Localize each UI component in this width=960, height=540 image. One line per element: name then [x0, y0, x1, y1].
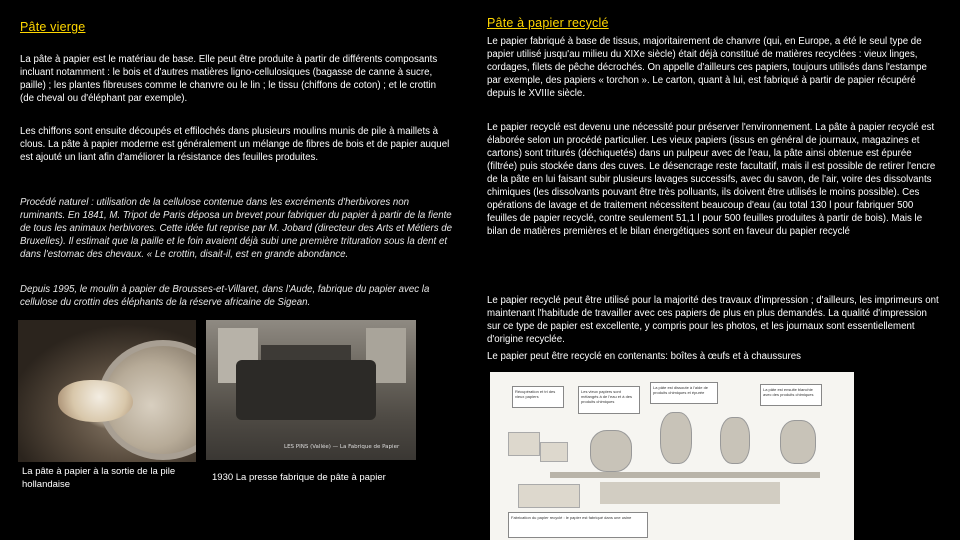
diagram-label-bleach: La pâte est ensuite blanchie avec des produits chimiques	[760, 384, 822, 406]
left-para-2: Les chiffons sont ensuite découpés et effilochés dans plusieurs moulins munis de pile à maillets à clous. La pâte à papier moderne est généralement un mélange de fibres de bois et de papier auquel est ajouté un liant afin d'améliorer la résistance des feuilles produites.	[20, 126, 450, 163]
recycling-diagram	[490, 372, 854, 540]
pulp-photo	[18, 320, 196, 462]
pulper-tank-shape	[590, 430, 632, 472]
right-para-1: Le papier fabriqué à base de tissus, majoritairement de chanvre (qui, en Europe, a été le seul type de papier utilisé jusqu'au milieu du XIXe siècle) était déjà constitué de matières recyclées : vieux linges, cordages, filets de pêche décrochés. On appelle d'ailleurs ces papiers, toujours utilisés dans l'estampe par exemple, des papiers « torchon ». Le carton, quant à lui, est fabriqué à partir de papier récupéré depuis le XVIIIe siècle.	[487, 36, 927, 99]
right-para-3: Le papier recyclé peut être utilisé pour la majorité des travaux d'impression ; d'ailleurs, les imprimeurs ont maintenant l'habitude de travailler avec ces papiers de plus en plus demandés. La qualité d'impression sur ce type de papier est excellente, y compris pour les photos, et les journaux sont essentiellement d'origine recyclée.	[487, 295, 939, 345]
hand-with-pulp-shape	[58, 380, 133, 422]
left-italic-2: Depuis 1995, le moulin à papier de Brousses-et-Villaret, dans l'Aude, fabrique du papier avec la cellulose du crottin des éléphants de la réserve africaine de Sigean.	[20, 284, 430, 308]
right-para-4: Le papier peut être recyclé en contenants: boîtes à œufs et à chaussures	[487, 351, 801, 362]
left-title: Pâte vierge	[20, 20, 86, 34]
caption-press: 1930 La presse fabrique de pâte à papier	[212, 472, 386, 483]
paper-bale-shape	[508, 432, 540, 456]
paper-bale-shape	[540, 442, 568, 462]
right-para-2: Le papier recyclé est devenu une nécessité pour préserver l'environnement. La pâte à papier recyclé est élaborée selon un procédé particulier. Les vieux papiers (issus en général de journaux, magazines et cartons) sont triturés (déchiquetés) dans un pulpeur avec de l'eau, la pâte ainsi obtenue est épurée (filtrée) puis stockée dans des cuves. Le désencrage reste facultatif, mais il est possible de retirer l'encre de la pâte en lui faisant subir plusieurs lavages successifs, avec du savon, de l'air, voire des dissolvants chimiques (les dissolvants pouvant être très polluants, ils doivent être utilisés le moins possible). Ces opérations de lavage et de traitement nécessitent beaucoup d'eau (au total 130 l pour fabriquer 500 feuilles de papier recyclé, contre seulement 51,1 l pour 500 feuilles produites à partir de bois). Mais le bilan de matières premières et le bilan énergétiques sont en faveur du papier recyclé	[487, 122, 936, 237]
left-italic-1: Procédé naturel : utilisation de la cellulose contenue dans les excréments d'herbivores non ruminants. En 1841, M. Tripot de Paris déposa un brevet pour fabriquer du papier à partir de la fiente de tous les animaux herbivores. Cette idée fut reprise par M. Jobard (directeur des Arts et Métiers de Bruxelles). Il estimait que la paille et le foin avaient déjà subi une première trituration sous la dent et dans l'estomac des chevaux. « Le crottin, disait-il, est en grande abondance.	[20, 197, 453, 260]
bleach-tank-shape	[780, 420, 816, 464]
diagram-label-collection: Récupération et tri des vieux papiers	[512, 386, 564, 408]
paper-machine-shape	[600, 482, 780, 504]
machine-body-shape	[236, 360, 376, 420]
press-photo	[206, 320, 416, 460]
cleaning-tank-shape	[660, 412, 692, 464]
diagram-label-manufacture: Fabrication du papier recyclé : le papier est fabriqué dans une usine	[508, 512, 648, 538]
cleaning-tank-shape	[720, 417, 750, 464]
caption-pulp: La pâte à papier à la sortie de la pile hollandaise	[22, 466, 176, 490]
diagram-label-mixing: Les vieux papiers sont mélangés à de l'eau et à des produits chimiques	[578, 386, 640, 414]
paper-rolls-shape	[518, 484, 580, 508]
right-title: Pâte à papier recyclé	[487, 16, 609, 30]
photo-caption-print: LES PINS (Vallée) — La Fabrique de Papier	[284, 444, 400, 450]
pipe-shape	[550, 472, 820, 478]
left-para-1: La pâte à papier est le matériau de base. Elle peut être produite à partir de différents composants incluant notamment : le bois et d'autres matières ligno-cellulosiques (bagasse de canne à sucre, paille) ; les plantes fibreuses comme le chanvre ou le lin ; le tissu (chiffons de coton) ; et le crottin (de cheval ou d'éléphant par exemple).	[20, 54, 438, 104]
diagram-label-dissolve: La pâte est dissoute à l'aide de produits chimiques et épurée	[650, 382, 718, 404]
